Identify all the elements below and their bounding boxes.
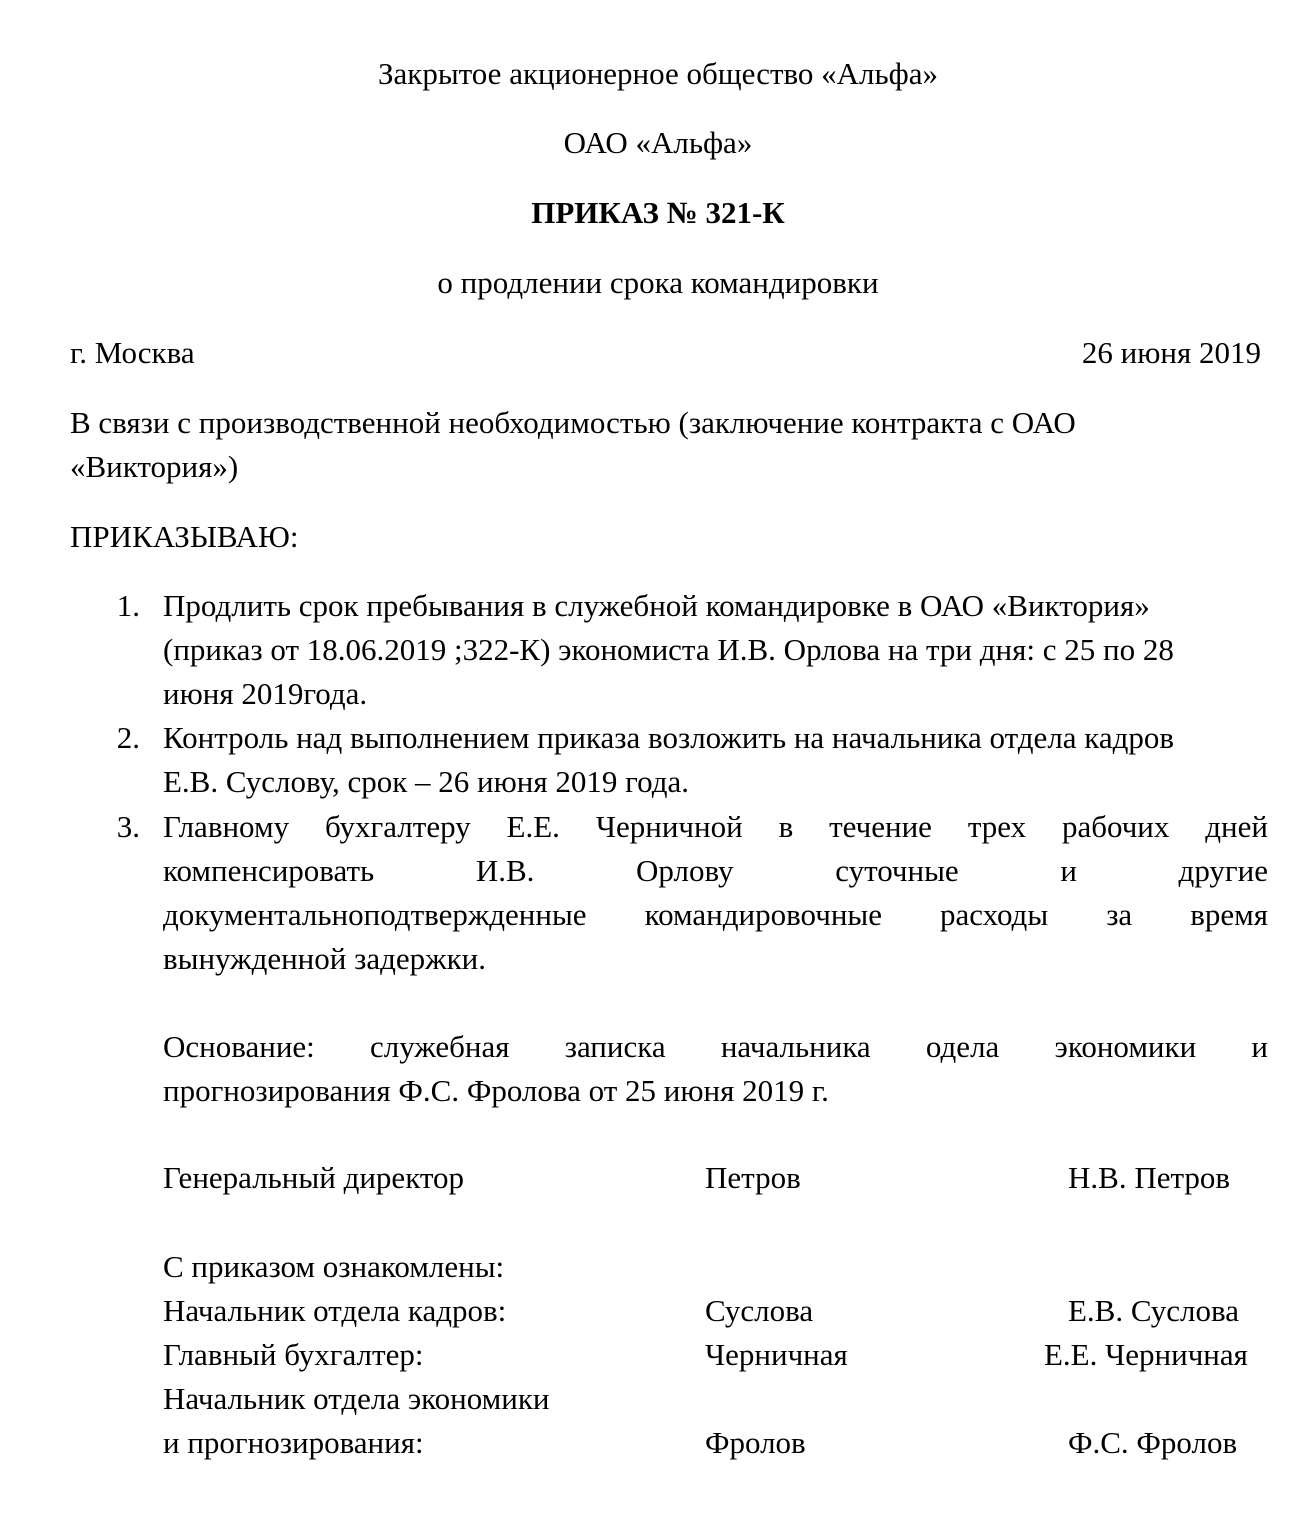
acquainted-heading: С приказом ознакомлены: [163, 1249, 505, 1284]
preamble-line-1: В связи с производственной необходимостью (заключение контракта с ОАО [70, 405, 1076, 440]
acquainted-signature: Черничная [705, 1337, 848, 1372]
item-number: 3. [116, 809, 140, 844]
order-word: ПРИКАЗЫВАЮ: [70, 519, 299, 554]
director-name: Н.В. Петров [1068, 1160, 1231, 1195]
document-subject: о продлении срока командировки [437, 265, 879, 300]
basis-line-1: Основание: служебная записка начальника одела экономики и [163, 1029, 1268, 1064]
director-signature: Петров [705, 1160, 801, 1195]
acquainted-name: Е.Е. Черничная [1044, 1337, 1248, 1372]
acquainted-name: Е.В. Суслова [1068, 1293, 1239, 1328]
basis-line-2: прогнозирования Ф.С. Фролова от 25 июня 2019 г. [163, 1073, 829, 1108]
preamble-line-2: «Виктория») [70, 449, 239, 484]
item-3-line: документальноподтвержденные командировочные расходы за время [163, 897, 1268, 932]
item-1-line: Продлить срок пребывания в служебной командировке в ОАО «Виктория» [163, 588, 1150, 623]
acquainted-position: Начальник отдела кадров: [163, 1293, 507, 1328]
item-3-line: вынужденной задержки. [163, 941, 486, 976]
item-3-line: Главному бухгалтеру Е.Е. Черничной в течение трех рабочих дней [163, 809, 1268, 844]
director-position: Генеральный директор [163, 1160, 464, 1195]
acquainted-position-line-1: Начальник отдела экономики [163, 1381, 550, 1416]
acquainted-position: и прогнозирования: [163, 1425, 424, 1460]
document-date: 26 июня 2019 [1081, 335, 1261, 370]
document-title: ПРИКАЗ № 321-К [531, 195, 785, 230]
acquainted-position: Главный бухгалтер: [163, 1337, 424, 1372]
organization-short-name: ОАО «Альфа» [563, 125, 753, 160]
item-2-line: Е.В. Суслову, срок – 26 июня 2019 года. [163, 764, 689, 799]
item-3-text [163, 805, 1268, 981]
basis-text [163, 1025, 1268, 1113]
item-1-line: (приказ от 18.06.2019 ;322-К) экономиста И.В. Орлова на три дня: с 25 по 28 [163, 632, 1174, 667]
city: г. Москва [70, 335, 195, 370]
item-3-line: компенсировать И.В. Орлову суточные и другие [163, 853, 1268, 888]
item-number: 2. [116, 720, 140, 755]
item-2-line: Контроль над выполнением приказа возложить на начальника отдела кадров [163, 720, 1175, 755]
item-1-line: июня 2019года. [163, 676, 368, 711]
acquainted-name: Ф.С. Фролов [1068, 1425, 1238, 1460]
item-number: 1. [116, 588, 140, 623]
organization-full-name: Закрытое акционерное общество «Альфа» [377, 56, 939, 91]
acquainted-signature: Фролов [705, 1425, 806, 1460]
acquainted-signature: Суслова [705, 1293, 814, 1328]
